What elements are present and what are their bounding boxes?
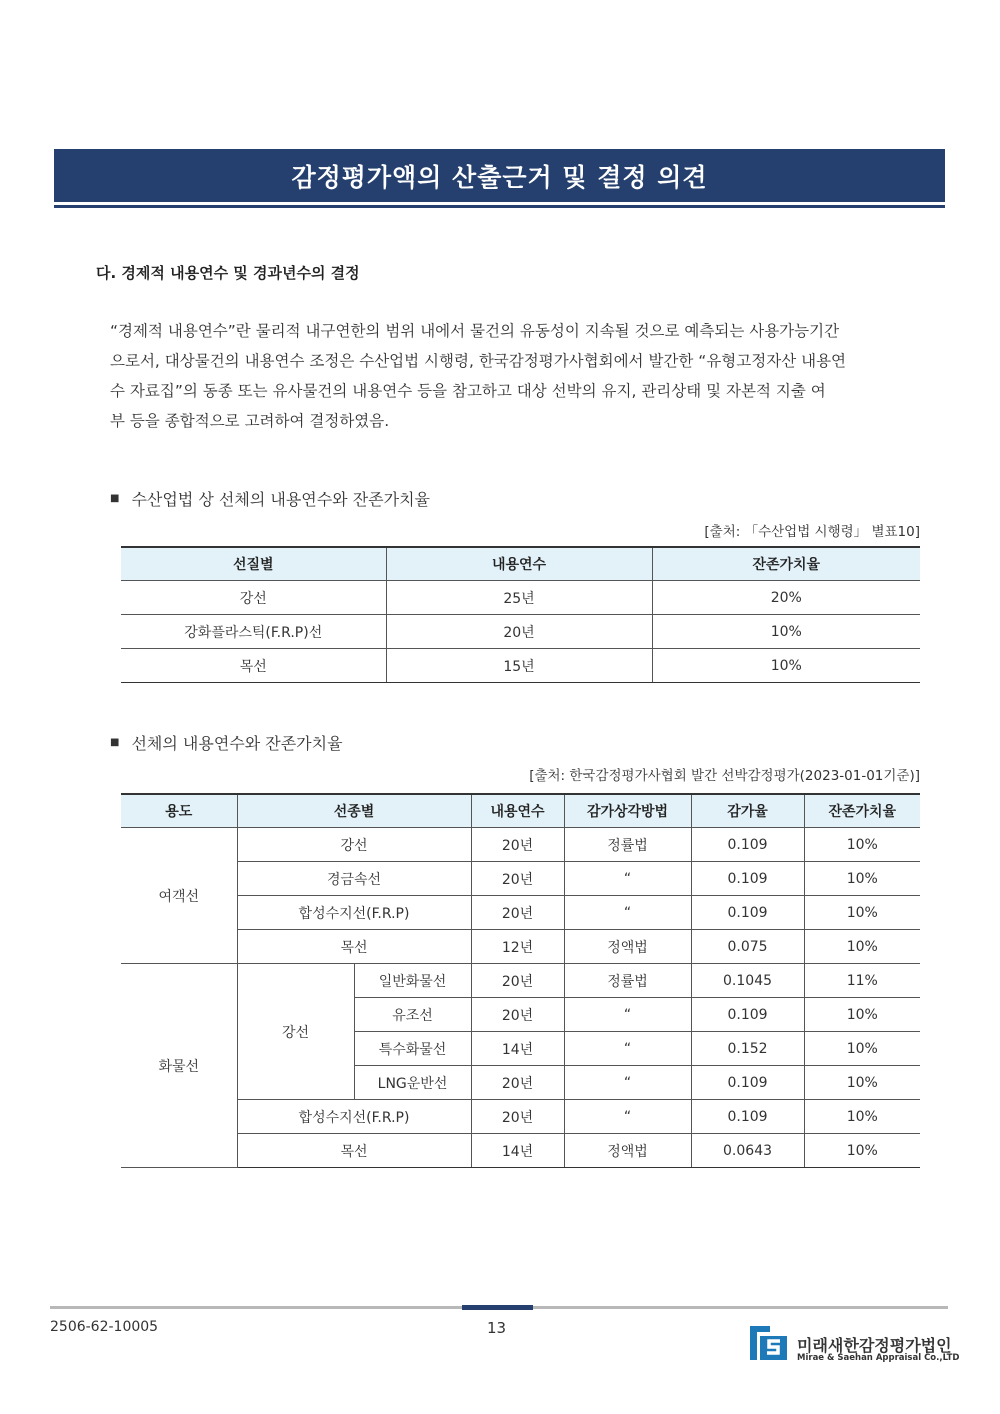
table-cell: 14년	[471, 1134, 564, 1168]
table-cell: 경금속선	[237, 862, 471, 896]
page-number: 13	[487, 1319, 507, 1337]
table-cell: 정액법	[564, 930, 691, 964]
table-cell: 일반화물선	[354, 964, 471, 998]
table-cell: “	[564, 1066, 691, 1100]
company-name: 미래새한감정평가법인	[797, 1336, 952, 1355]
table-cell: 0.109	[691, 1100, 804, 1134]
paragraph-line: 부 등을 종합적으로 고려하여 결정하였음.	[110, 412, 390, 430]
table-cell: 0.109	[691, 862, 804, 896]
table-row	[121, 828, 920, 862]
column-header: 감가상각방법	[564, 794, 691, 828]
table-row	[121, 649, 920, 683]
table2-source: [출처: 한국감정평가사협회 발간 선박감정평가(2023-01-01기준)]	[529, 768, 920, 784]
table-cell: 14년	[471, 1032, 564, 1066]
group-cell-passenger: 여객선	[121, 828, 237, 964]
document-number: 2506-62-10005	[50, 1319, 159, 1335]
table-cell: “	[564, 1032, 691, 1066]
table-cell: 10%	[652, 615, 920, 649]
table-cell: 강선	[121, 581, 386, 615]
table-cell: 15년	[386, 649, 652, 683]
table-cell: 10%	[804, 896, 920, 930]
table-cell: 10%	[804, 828, 920, 862]
table-row	[121, 581, 920, 615]
bullet-square-icon: ■	[110, 737, 120, 748]
table-cell: 0.1045	[691, 964, 804, 998]
table-cell: “	[564, 998, 691, 1032]
table-cell: 20년	[471, 828, 564, 862]
table-cell: 10%	[652, 649, 920, 683]
table2-title-text: 선체의 내용연수와 잔존가치율	[131, 734, 343, 753]
table-cell: 12년	[471, 930, 564, 964]
table-cell: LNG운반선	[354, 1066, 471, 1100]
table1-title-text: 수산업법 상 선체의 내용연수와 잔존가치율	[131, 490, 431, 509]
table-row	[121, 1100, 920, 1134]
table-row	[121, 896, 920, 930]
table-cell: 10%	[804, 1032, 920, 1066]
table-cell: 20년	[471, 1066, 564, 1100]
table-cell: 20년	[471, 862, 564, 896]
table-cell: 강선	[237, 828, 471, 862]
column-header: 선종별	[237, 794, 471, 828]
column-header: 내용연수	[471, 794, 564, 828]
table-cell: 0.109	[691, 1066, 804, 1100]
column-header: 선질별	[121, 547, 386, 581]
table-cell: 10%	[804, 1134, 920, 1168]
table-cell: 정률법	[564, 964, 691, 998]
table-row	[121, 930, 920, 964]
table-cell: 목선	[237, 1134, 471, 1168]
table2-title	[110, 731, 343, 754]
table-row	[121, 615, 920, 649]
table-cell: “	[564, 1100, 691, 1134]
table-cell: 0.075	[691, 930, 804, 964]
table-cell: 10%	[804, 862, 920, 896]
table-cell: “	[564, 896, 691, 930]
table-cell: 10%	[804, 930, 920, 964]
table-cell: 0.0643	[691, 1134, 804, 1168]
table-cell: 0.152	[691, 1032, 804, 1066]
body-paragraph	[110, 316, 920, 436]
table-cell: 10%	[804, 1066, 920, 1100]
bullet-square-icon: ■	[110, 493, 120, 504]
table-cell: 목선	[121, 649, 386, 683]
table-cell: 20년	[471, 998, 564, 1032]
table-row	[121, 1134, 920, 1168]
table-row	[121, 862, 920, 896]
table-header-row	[121, 547, 920, 581]
group-cell-cargo: 화물선	[121, 964, 237, 1168]
page-title-bar	[54, 149, 945, 202]
table-cell: 유조선	[354, 998, 471, 1032]
paragraph-line: 으로서, 대상물건의 내용연수 조정은 수산업법 시행령, 한국감정평가사협회에서 발간한 “유형고정자산 내용연	[110, 352, 847, 370]
table-cell: 목선	[237, 930, 471, 964]
table-cell: 정액법	[564, 1134, 691, 1168]
section-heading: 다. 경제적 내용연수 및 경과년수의 결정	[96, 264, 360, 282]
table-cell: 25년	[386, 581, 652, 615]
table-cell: 합성수지선(F.R.P)	[237, 1100, 471, 1134]
table-cell: 10%	[804, 1100, 920, 1134]
table-cell: 특수화물선	[354, 1032, 471, 1066]
table-cell: 20년	[471, 964, 564, 998]
table-cell: 0.109	[691, 828, 804, 862]
hull-lifespan-table	[121, 546, 920, 683]
table1-source: [출처: 「수산업법 시행령」 별표10]	[704, 524, 920, 540]
table-cell: 11%	[804, 964, 920, 998]
company-name-english: Mirae & Saehan Appraisal Co.,LTD	[797, 1353, 960, 1363]
table-row	[121, 964, 920, 998]
company-logo-icon	[749, 1322, 789, 1362]
table-cell: 20%	[652, 581, 920, 615]
table-cell: 20년	[386, 615, 652, 649]
paragraph-line: 수 자료집”의 동종 또는 유사물건의 내용연수 등을 참고하고 대상 선박의 유지, 관리상태 및 자본적 지출 여	[110, 382, 826, 400]
group-cell-steel: 강선	[237, 964, 354, 1100]
column-header: 잔존가치율	[804, 794, 920, 828]
title-underline	[54, 205, 945, 208]
table-cell: 0.109	[691, 896, 804, 930]
vessel-depreciation-table	[121, 793, 920, 1168]
table-cell: 20년	[471, 1100, 564, 1134]
paragraph-line: “경제적 내용연수”란 물리적 내구연한의 범위 내에서 물건의 유동성이 지속될 것으로 예측되는 사용가능기간	[110, 322, 840, 340]
column-header: 용도	[121, 794, 237, 828]
page-title: 감정평가액의 산출근거 및 결정 의견	[291, 162, 708, 192]
column-header: 내용연수	[386, 547, 652, 581]
column-header: 잔존가치율	[652, 547, 920, 581]
table-cell: 합성수지선(F.R.P)	[237, 896, 471, 930]
footer-divider-accent	[462, 1305, 533, 1310]
table-cell: “	[564, 862, 691, 896]
table-cell: 정률법	[564, 828, 691, 862]
table-cell: 10%	[804, 998, 920, 1032]
table-cell: 20년	[471, 896, 564, 930]
table1-title	[110, 487, 430, 510]
table-header-row	[121, 794, 920, 828]
table-cell: 0.109	[691, 998, 804, 1032]
column-header: 감가율	[691, 794, 804, 828]
table-cell: 강화플라스틱(F.R.P)선	[121, 615, 386, 649]
